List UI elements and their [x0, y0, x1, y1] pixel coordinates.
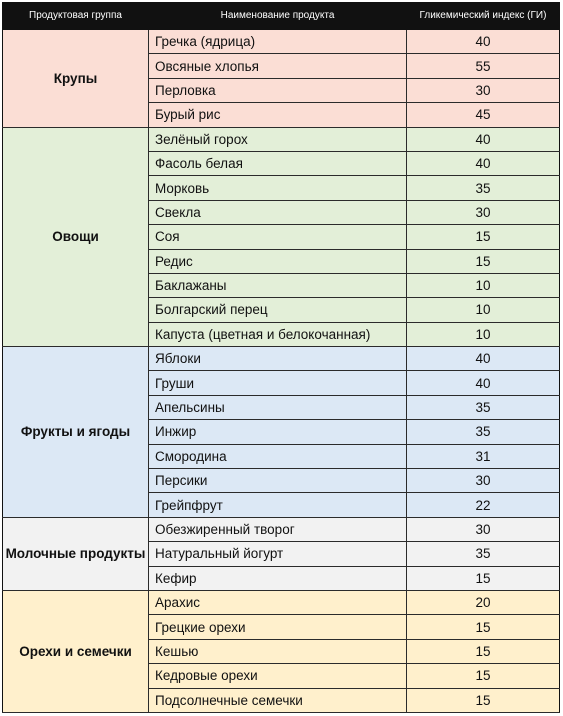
glycemic-index-cell: 35	[407, 420, 560, 444]
glycemic-index-cell: 15	[407, 225, 560, 249]
glycemic-index-cell: 45	[407, 103, 560, 127]
glycemic-index-cell: 22	[407, 493, 560, 517]
header-glycemic-index: Гликемический индекс (ГИ)	[407, 3, 560, 30]
glycemic-index-cell: 15	[407, 566, 560, 590]
product-name-cell: Свекла	[149, 200, 407, 224]
table-row	[3, 517, 560, 541]
glycemic-index-cell: 35	[407, 395, 560, 419]
glycemic-index-cell: 40	[407, 127, 560, 151]
product-name-cell: Кешью	[149, 639, 407, 663]
product-name-cell: Перловка	[149, 78, 407, 102]
glycemic-index-cell: 15	[407, 664, 560, 688]
product-group-cell: Молочные продукты	[3, 517, 149, 590]
glycemic-index-cell: 40	[407, 347, 560, 371]
product-name-cell: Кедровые орехи	[149, 664, 407, 688]
product-name-cell: Грейпфрут	[149, 493, 407, 517]
product-name-cell: Грецкие орехи	[149, 615, 407, 639]
header-product-group: Продуктовая группа	[3, 3, 149, 30]
product-name-cell: Смородина	[149, 444, 407, 468]
glycemic-index-cell: 15	[407, 249, 560, 273]
glycemic-index-cell: 30	[407, 469, 560, 493]
glycemic-index-cell: 30	[407, 78, 560, 102]
product-name-cell: Натуральный йогурт	[149, 542, 407, 566]
glycemic-index-table	[2, 2, 560, 713]
glycemic-index-cell: 15	[407, 688, 560, 712]
product-group-cell: Крупы	[3, 30, 149, 128]
product-name-cell: Арахис	[149, 590, 407, 614]
product-name-cell: Кефир	[149, 566, 407, 590]
glycemic-index-cell: 30	[407, 200, 560, 224]
table-row	[3, 30, 560, 54]
glycemic-index-cell: 10	[407, 273, 560, 297]
product-name-cell: Груши	[149, 371, 407, 395]
glycemic-index-cell: 20	[407, 590, 560, 614]
glycemic-index-cell: 55	[407, 54, 560, 78]
glycemic-index-cell: 10	[407, 298, 560, 322]
product-name-cell: Зелёный горох	[149, 127, 407, 151]
table-row	[3, 127, 560, 151]
glycemic-index-cell: 15	[407, 615, 560, 639]
table-header-row	[3, 3, 560, 30]
product-name-cell: Фасоль белая	[149, 151, 407, 175]
glycemic-index-cell: 40	[407, 151, 560, 175]
glycemic-index-cell: 10	[407, 322, 560, 346]
product-name-cell: Персики	[149, 469, 407, 493]
glycemic-index-cell: 31	[407, 444, 560, 468]
product-name-cell: Подсолнечные семечки	[149, 688, 407, 712]
glycemic-index-cell: 30	[407, 517, 560, 541]
header-product-name: Наименование продукта	[149, 3, 407, 30]
product-name-cell: Баклажаны	[149, 273, 407, 297]
product-group-cell: Орехи и семечки	[3, 590, 149, 712]
glycemic-index-cell: 35	[407, 542, 560, 566]
glycemic-index-cell: 40	[407, 371, 560, 395]
product-group-cell: Овощи	[3, 127, 149, 347]
table-row	[3, 590, 560, 614]
product-name-cell: Соя	[149, 225, 407, 249]
glycemic-index-cell: 15	[407, 639, 560, 663]
table-body	[3, 30, 560, 713]
glycemic-index-cell: 40	[407, 30, 560, 54]
product-name-cell: Бурый рис	[149, 103, 407, 127]
glycemic-index-cell: 35	[407, 176, 560, 200]
product-name-cell: Гречка (ядрица)	[149, 30, 407, 54]
product-name-cell: Яблоки	[149, 347, 407, 371]
product-name-cell: Капуста (цветная и белокочанная)	[149, 322, 407, 346]
product-name-cell: Редис	[149, 249, 407, 273]
product-name-cell: Апельсины	[149, 395, 407, 419]
product-name-cell: Инжир	[149, 420, 407, 444]
product-name-cell: Овсяные хлопья	[149, 54, 407, 78]
product-name-cell: Морковь	[149, 176, 407, 200]
table-row	[3, 347, 560, 371]
product-group-cell: Фрукты и ягоды	[3, 347, 149, 518]
product-name-cell: Болгарский перец	[149, 298, 407, 322]
product-name-cell: Обезжиренный творог	[149, 517, 407, 541]
